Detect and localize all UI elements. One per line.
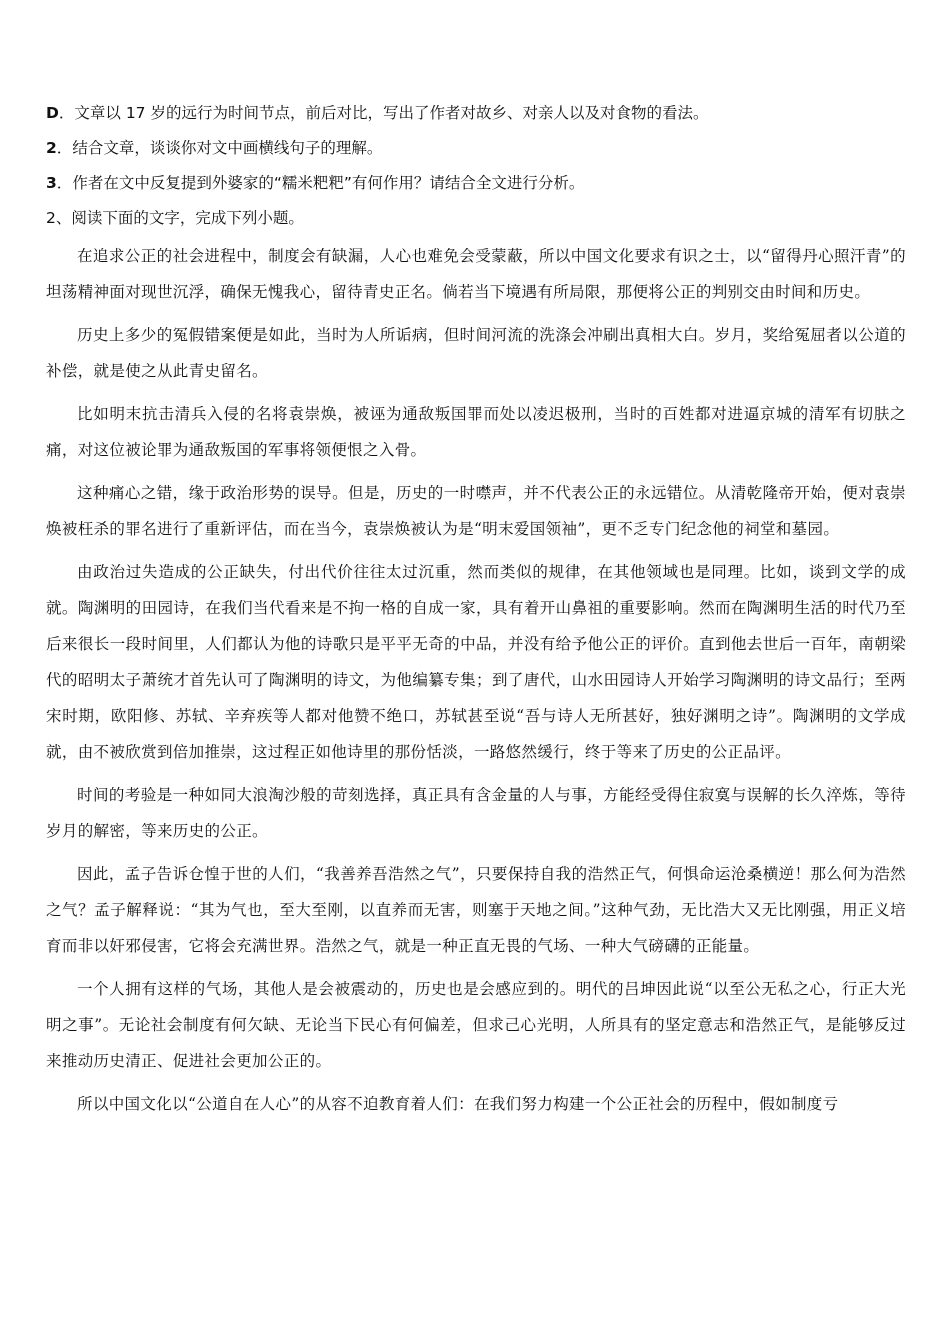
passage-paragraph-5: 由政治过失造成的公正缺失，付出代价往往太过沉重，然而类似的规律，在其他领域也是同理。比如，谈到文学的成就。陶渊明的田园诗，在我们当代看来是不拘一格的自成一家，具有着开山鼻祖的重要影响。然而在陶渊明生活的时代乃至后来很长一段时间里，人们都认为他的诗歌只是平平无奇的中品，并没有给予他公正的评价。直到他去世后一百年，南朝梁代的昭明太子萧统才首先认可了陶渊明的诗文，为他编纂专集；到了唐代，山水田园诗人开始学习陶渊明的诗文品行；至两宋时期，欧阳修、苏轼、辛弃疾等人都对他赞不绝口，苏轼甚至说“吾与诗人无所甚好，独好渊明之诗”。陶渊明的文学成就，由不被欣赏到倍加推崇，这过程正如他诗里的那份恬淡，一路悠然缓行，终于等来了历史的公正品评。 [46, 563, 906, 761]
question-2-number: 2 [46, 139, 57, 157]
passage-paragraph-9: 所以中国文化以“公道自在人心”的从容不迫教育着人们：在我们努力构建一个公正社会的历程中，假如制度亏 [77, 1095, 839, 1113]
passage-paragraph-3: 比如明末抗击清兵入侵的名将袁崇焕，被诬为通敌叛国罪而处以凌迟极刑，当时的百姓都对进逼京城的清军有切肤之痛，对这位被论罪为通敌叛国的军事将领便恨之入骨。 [46, 405, 906, 459]
question-3 [46, 173, 906, 193]
question-3-text: 作者在文中反复提到外婆家的“糯米粑粑”有何作用？请结合全文进行分析。 [72, 174, 585, 192]
question-3-sep: ． [56, 174, 73, 192]
passage-paragraph-7: 因此，孟子告诉仓惶于世的人们，“我善养吾浩然之气”，只要保持自我的浩然正气，何惧命运沧桑横逆！那么何为浩然之气？孟子解释说：“其为气也，至大至刚，以直养而无害，则塞于天地之间。”这种气劲，无比浩大又无比刚强，用正义培育而非以奸邪侵害，它将会充满世界。浩然之气，就是一种正直无畏的气场、一种大气磅礴的正能量。 [46, 865, 906, 955]
option-d-sep: ． [58, 104, 75, 122]
option-d-label: D [46, 104, 59, 122]
question-3-number: 3 [46, 174, 57, 192]
passage-paragraph-6: 时间的考验是一种如同大浪淘沙般的苛刻选择，真正具有含金量的人与事，方能经受得住寂寞与误解的长久淬炼，等待岁月的解密，等来历史的公正。 [46, 786, 906, 840]
question-2-sep: ． [56, 139, 73, 157]
question-2 [46, 138, 906, 158]
question-2-text: 结合文章，谈谈你对文中画横线句子的理解。 [72, 139, 383, 157]
reading-passage [46, 238, 906, 1129]
passage-paragraph-4: 这种痛心之错，缘于政治形势的误导。但是，历史的一时噤声，并不代表公正的永远错位。从清乾隆帝开始，便对袁崇焕被枉杀的罪名进行了重新评估，而在当今，袁崇焕被认为是“明末爱国领袖”，更不乏专门纪念他的祠堂和墓园。 [46, 484, 906, 538]
passage-paragraph-1: 在追求公正的社会进程中，制度会有缺漏，人心也难免会受蒙蔽，所以中国文化要求有识之士，以“留得丹心照汗青”的坦荡精神面对现世沉浮，确保无愧我心，留待青史正名。倘若当下境遇有所局限，那便将公正的判别交由时间和历史。 [46, 247, 906, 301]
option-d [46, 103, 906, 123]
passage-paragraph-2: 历史上多少的冤假错案便是如此，当时为人所诟病，但时间河流的洗涤会冲刷出真相大白。岁月，奖给冤屈者以公道的补偿，就是使之从此青史留名。 [46, 326, 906, 380]
section-heading: 2、阅读下面的文字，完成下列小题。 [46, 209, 304, 227]
passage-paragraph-8: 一个人拥有这样的气场，其他人是会被震动的，历史也是会感应到的。明代的吕坤因此说“以至公无私之心，行正大光明之事”。无论社会制度有何欠缺、无论当下民心有何偏差，但求己心光明，人所具有的坚定意志和浩然正气，是能够反过来推动历史清正、促进社会更加公正的。 [46, 980, 906, 1070]
option-d-text: 文章以 17 岁的远行为时间节点，前后对比，写出了作者对故乡、对亲人以及对食物的看法。 [74, 104, 709, 122]
